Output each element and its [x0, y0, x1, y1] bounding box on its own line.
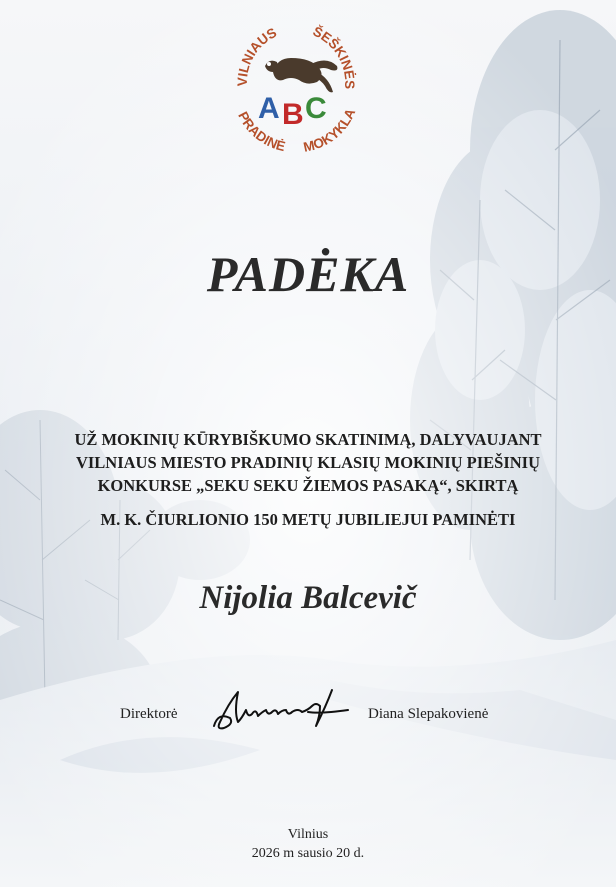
- logo-text-bottom-right: MOKYKLA: [301, 106, 359, 155]
- logo-text-top-right: ŠEŠKINĖS: [310, 23, 358, 90]
- body-line-3: KONKURSE „SEKU SEKU ŽIEMOS PASAKĄ“, SKIRTĄ: [97, 476, 519, 495]
- footer-city: Vilnius: [287, 827, 329, 842]
- logo-text-bottom-left: PRADINĖ: [235, 109, 287, 155]
- marten-icon: [265, 58, 337, 92]
- footer-date: 2026 m sausio 20 d.: [251, 846, 365, 861]
- logo-letter-c: C: [305, 92, 327, 125]
- logo-letter-b: B: [282, 98, 304, 131]
- certificate-title: PADĖKA: [206, 246, 410, 302]
- signer-role: Direktorė: [120, 706, 178, 722]
- body-line-2: VILNIAUS MIESTO PRADINIŲ KLASIŲ MOKINIŲ PIEŠINIŲ: [75, 453, 541, 472]
- body-line-1: UŽ MOKINIŲ KŪRYBIŠKUMO SKATINIMĄ, DALYVAUJANT: [74, 430, 542, 449]
- body-line-4: M. K. ČIURLIONIO 150 METŲ JUBILIEJUI PAMINĖTI: [100, 510, 516, 529]
- recipient-name: Nijolia Balcevič: [199, 580, 417, 616]
- handwritten-signature: [208, 682, 356, 740]
- school-logo: [221, 6, 371, 156]
- logo-letter-a: A: [258, 92, 280, 125]
- logo-text-top-left: VILNIAUS: [234, 24, 280, 87]
- signer-name: Diana Slepakovienė: [368, 706, 489, 722]
